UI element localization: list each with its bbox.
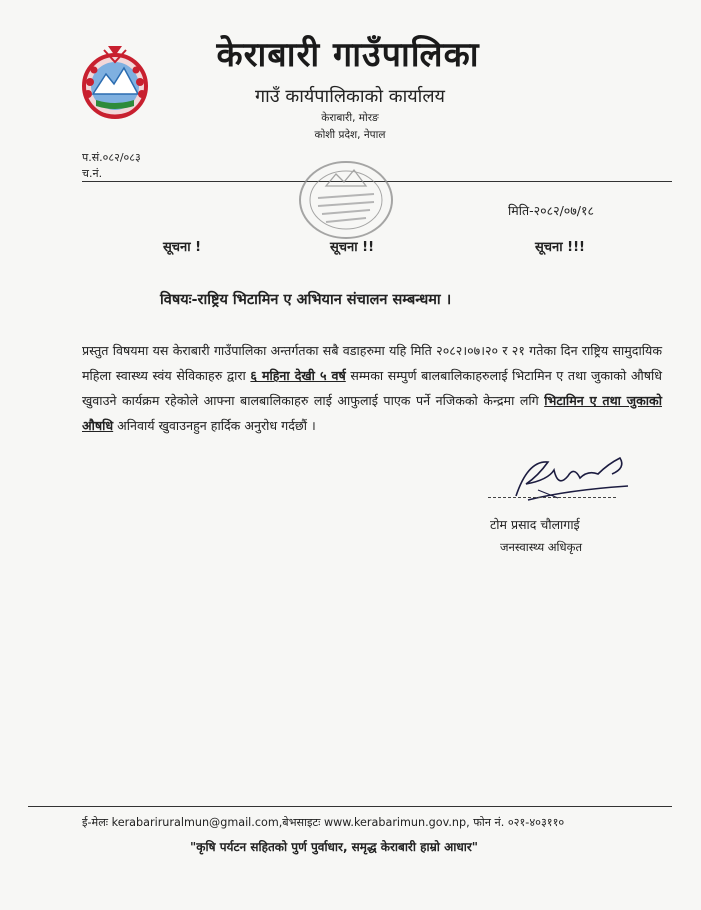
- body-underlined-medicine: भिटामिन ए तथा जुकाको औषधि: [82, 393, 662, 433]
- body-underlined-age-range: ६ महिना देखी ५ वर्ष: [250, 368, 346, 383]
- municipality-title: केराबारी गाउँपालिका: [216, 35, 480, 75]
- office-stamp-icon: [296, 156, 396, 242]
- address-line-2: कोशी प्रदेश, नेपाल: [314, 129, 386, 141]
- notice-heading-1: सूचना !: [163, 240, 202, 255]
- body-text-part-3: अनिवार्य खुवाउनहुन हार्दिक अनुरोध गर्दछौं ।: [113, 418, 316, 433]
- notice-heading-3: सूचना !!!: [535, 240, 585, 255]
- address-line-1: केराबारी, मोरङ: [321, 112, 379, 124]
- office-subtitle: गाउँ कार्यपालिकाको कार्यालय: [255, 86, 445, 107]
- signatory-name: टोम प्रसाद चौलागाई: [490, 517, 580, 532]
- letter-body: [82, 338, 662, 438]
- footer-slogan: "कृषि पर्यटन सहितको पुर्ण पुर्वाधार, समृद्ध केराबारी हाम्रो आधार": [190, 840, 478, 854]
- footer-contact: ई-मेलः keraba​riruralmun@gmail.com,बेभसाइटः www.kerabarimun.gov.np, फोन नं. ०२१-४०३११०: [82, 816, 565, 829]
- body-text-part-2: सम्मका सम्पुर्ण बालबालिकाहरुलाई भिटामिन ए तथा जुकाको औषधि खुवाउने कार्यक्रम रहेकोले आफ्ना बालबालिकाहरु लाई आफुलाई पाएक पर्ने नजिकको केन्द्रमा लगि: [82, 368, 662, 408]
- letter-reference-number: प.सं.०८२/०८३: [82, 151, 141, 164]
- handwritten-signature: [508, 440, 634, 504]
- dispatch-number: च.नं.: [82, 167, 103, 180]
- letter-subject: विषयः-राष्ट्रिय भिटामिन ए अभियान संचालन सम्बन्धमा ।: [160, 292, 452, 308]
- nepal-emblem-icon: [78, 42, 152, 122]
- letter-date: मिति-२०८२/०७/१८: [508, 203, 595, 218]
- signature-line: [488, 497, 616, 498]
- notice-heading-2: सूचना !!: [330, 240, 375, 255]
- body-text-part-1: प्रस्तुत विषयमा यस केराबारी गाउँपालिका अन्तर्गतका सबै वडाहरुमा यहि मिति २०८२।०७।२० र २१ गतेका दिन राष्ट्रिय सामुदायिक महिला स्वास्थ्य स्वंय सेविकाहरु द्वारा: [82, 343, 662, 383]
- signatory-designation: जनस्वास्थ्य अधिकृत: [500, 540, 582, 554]
- footer-divider: [28, 806, 672, 807]
